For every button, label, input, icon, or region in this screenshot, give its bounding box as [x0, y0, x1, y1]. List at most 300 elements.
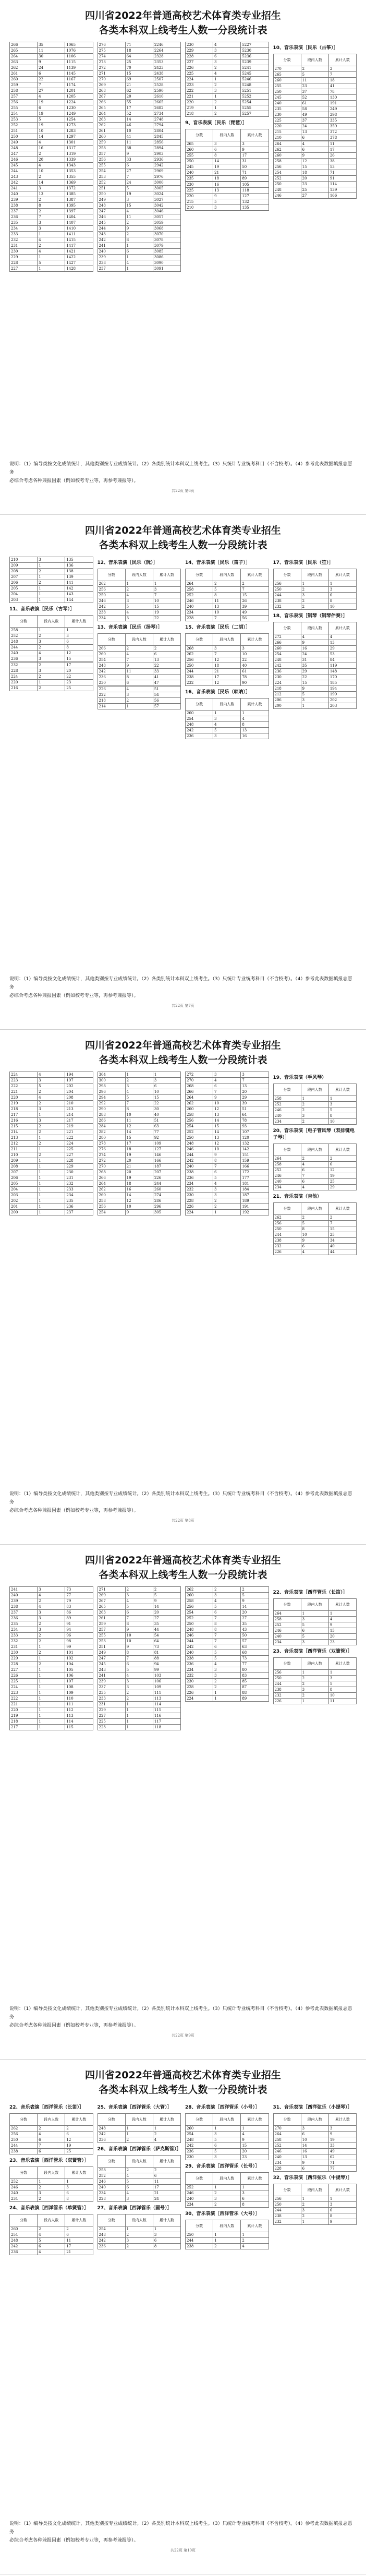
table-row: [97, 1181, 181, 1187]
header-count: 段内人数: [125, 2114, 153, 2126]
table-column: [97, 557, 181, 969]
header-count: 段内人数: [301, 2114, 328, 2126]
table-row: [273, 1156, 357, 1162]
cumulative-cell: 113: [153, 1696, 180, 1702]
score-cell: 258: [97, 2168, 125, 2173]
count-cell: 1: [38, 1158, 65, 1164]
count-cell: 2: [213, 1587, 241, 1593]
table-row: [10, 1164, 93, 1170]
count-cell: 5: [125, 2179, 153, 2185]
count-cell: 1: [213, 2232, 241, 2238]
score-cell: 252: [273, 1167, 301, 1173]
score-cell: 218: [10, 1106, 38, 1112]
score-cell: 271: [97, 71, 125, 77]
cumulative-cell: 3068: [153, 226, 180, 232]
count-cell: 9: [125, 226, 153, 232]
score-cell: 235: [273, 106, 301, 112]
count-cell: 4: [125, 1598, 153, 1604]
score-cell: 266: [97, 1175, 125, 1181]
cumulative-cell: 10: [328, 1119, 356, 1125]
score-section: [273, 1648, 357, 1704]
table-row: [273, 72, 357, 78]
count-cell: 4: [125, 1089, 153, 1095]
cumulative-cell: 26: [328, 153, 356, 159]
score-cell: 248: [97, 2126, 125, 2132]
score-cell: 262: [10, 2126, 38, 2132]
count-cell: 38: [125, 146, 153, 151]
score-cell: 255: [186, 153, 213, 159]
cumulative-cell: 1397: [65, 209, 93, 214]
count-cell: 2: [38, 2226, 65, 2232]
score-section: [97, 686, 181, 709]
table-row: [97, 1112, 181, 1118]
score-cell: 270: [273, 66, 301, 72]
count-cell: 6: [38, 71, 65, 77]
score-cell: 240: [273, 1179, 301, 1185]
table-row: [97, 657, 181, 663]
cumulative-cell: 2610: [153, 94, 180, 100]
cumulative-cell: 1417: [65, 243, 93, 249]
cumulative-cell: 1: [241, 2126, 269, 2132]
cumulative-cell: 21: [153, 2190, 180, 2196]
table-row: [186, 1164, 269, 1170]
count-cell: 8: [213, 153, 241, 159]
score-cell: 220: [273, 124, 301, 129]
category-title: 17、音乐表演［民乐（笙）］: [273, 560, 334, 565]
header-cumulative: 累计人数: [328, 2114, 356, 2126]
score-cell: 232: [10, 663, 38, 668]
count-cell: 55: [125, 100, 153, 105]
count-cell: 8: [125, 1621, 153, 1627]
table-row: [97, 220, 181, 226]
cumulative-cell: 84: [328, 657, 356, 663]
table-row: [186, 1101, 269, 1106]
score-cell: 236: [10, 656, 38, 662]
table-row: [97, 42, 181, 48]
category-title: 30、音乐表演［西洋管乐（大号）］: [185, 2211, 260, 2217]
count-cell: 11: [125, 1118, 153, 1124]
count-cell: 2: [125, 1696, 153, 1702]
count-cell: 6: [38, 2137, 65, 2143]
count-cell: 2: [125, 2232, 153, 2238]
table-column: [185, 42, 269, 454]
table-row: [10, 645, 93, 651]
score-cell: 246: [97, 214, 125, 220]
count-cell: 3: [125, 692, 153, 698]
count-cell: 8: [213, 593, 241, 598]
table-column: [273, 1586, 357, 1999]
table-header-row: [273, 622, 357, 634]
table-column: [273, 1072, 357, 1484]
score-cell: 256: [10, 100, 38, 105]
table-row: [273, 1179, 357, 1185]
table-row: [10, 1593, 93, 1598]
score-cell: 292: [97, 1101, 125, 1106]
score-cell: 256: [273, 164, 301, 170]
table-row: [97, 2137, 181, 2143]
table-row: [186, 111, 269, 117]
notes: [9, 2520, 357, 2545]
cumulative-cell: 99: [65, 1644, 93, 1650]
score-cell: 238: [10, 2149, 38, 2154]
table-row: [273, 1226, 357, 1232]
count-cell: 4: [38, 2132, 65, 2137]
cumulative-cell: 109: [153, 1141, 180, 1147]
score-cell: 230: [10, 1650, 38, 1656]
cumulative-cell: 4: [328, 634, 356, 640]
table-columns: [9, 42, 357, 454]
count-cell: 27: [125, 168, 153, 174]
count-cell: 10: [213, 1147, 241, 1152]
count-cell: 10: [38, 128, 65, 134]
table-row: [97, 88, 181, 94]
score-section: [273, 45, 357, 141]
score-cell: 236: [97, 2244, 125, 2249]
count-cell: 10: [301, 1232, 328, 1238]
count-cell: 6: [38, 2149, 65, 2154]
count-cell: 2: [38, 663, 65, 668]
count-cell: 1: [38, 1679, 65, 1684]
score-cell: 228: [10, 260, 38, 266]
count-cell: 1: [213, 711, 241, 716]
count-cell: 11: [125, 669, 153, 675]
count-cell: 5: [213, 1604, 241, 1610]
count-cell: 5: [38, 1084, 65, 1089]
score-cell: 241: [10, 186, 38, 191]
cumulative-cell: 10: [153, 1089, 180, 1095]
table-row: [273, 1670, 357, 1676]
count-cell: 17: [213, 675, 241, 680]
score-cell: 304: [97, 1072, 125, 1078]
count-cell: 1: [301, 2196, 328, 2202]
score-cell: 223: [97, 1725, 125, 1730]
category-title: 29、音乐表演［西洋管乐（长号）］: [185, 2164, 260, 2169]
cumulative-cell: 191: [328, 101, 356, 106]
table-row: [10, 1129, 93, 1135]
score-cell: 226: [10, 1673, 38, 1679]
count-cell: 3: [301, 1617, 328, 1622]
score-cell: 222: [10, 1696, 38, 1702]
cumulative-cell: 22: [241, 657, 269, 663]
table-row: [186, 2238, 269, 2244]
count-cell: 5: [301, 1634, 328, 1640]
table-row: [186, 675, 269, 680]
score-section: [273, 141, 357, 199]
count-cell: 1: [301, 1699, 328, 1704]
table-row: [10, 243, 93, 249]
score-cell: 236: [10, 1616, 38, 1621]
cumulative-cell: 6: [241, 2196, 269, 2202]
score-cell: 246: [186, 1633, 213, 1639]
score-cell: 224: [10, 1072, 38, 1078]
table-row: [97, 1072, 181, 1078]
cumulative-cell: 3: [328, 2126, 356, 2132]
table-row: [10, 1187, 93, 1193]
table-row: [186, 1118, 269, 1124]
score-cell: 230: [186, 1679, 213, 1684]
score-section: [273, 2104, 357, 2172]
count-cell: 19: [38, 100, 65, 105]
score-cell: 267: [97, 1598, 125, 1604]
table-row: [273, 646, 357, 652]
cumulative-cell: 111: [153, 1690, 180, 1696]
score-cell: 248: [186, 1141, 213, 1147]
count-cell: 22: [38, 77, 65, 82]
table-row: [10, 1696, 93, 1702]
cumulative-cell: 1: [153, 2226, 180, 2232]
cumulative-cell: 2936: [153, 157, 180, 163]
table-row: [186, 1621, 269, 1627]
count-cell: 3: [38, 656, 65, 662]
score-cell: 248: [97, 203, 125, 209]
count-cell: 6: [125, 680, 153, 686]
score-cell: 230: [10, 249, 38, 255]
header-score: 分数: [186, 2114, 213, 2126]
category-title: 12、音乐表演［民乐（阮）］: [97, 560, 158, 565]
score-cell: 238: [186, 1170, 213, 1175]
cumulative-cell: 89: [241, 176, 269, 182]
score-cell: 260: [186, 147, 213, 153]
table-row: [186, 188, 269, 194]
score-cell: 213: [10, 1135, 38, 1141]
cumulative-cell: 120: [241, 1135, 269, 1141]
table-row: [10, 633, 93, 639]
table-row: [10, 1684, 93, 1690]
cumulative-cell: 99: [153, 1667, 180, 1673]
table-row: [186, 1684, 269, 1690]
header-cumulative: 累计人数: [328, 1658, 356, 1670]
cumulative-cell: 94: [153, 1662, 180, 1667]
table-row: [10, 557, 93, 563]
count-cell: 1: [125, 243, 153, 249]
count-cell: 6: [301, 2166, 328, 2172]
score-cell: 256: [273, 1670, 301, 1676]
score-table: [9, 42, 93, 272]
header-count: 段内人数: [38, 2167, 65, 2179]
table-row: [186, 2149, 269, 2154]
count-cell: 15: [301, 680, 328, 686]
score-cell: 224: [186, 77, 213, 82]
score-table: [97, 2113, 181, 2143]
score-cell: 255: [273, 83, 301, 89]
header-count: 段内人数: [213, 129, 241, 141]
cumulative-cell: 1254: [65, 117, 93, 123]
cumulative-cell: 1387: [65, 197, 93, 203]
score-cell: 242: [186, 1644, 213, 1650]
table-row: [97, 593, 181, 598]
cumulative-cell: 1415: [65, 237, 93, 243]
score-cell: 244: [10, 168, 38, 174]
count-cell: 12: [125, 1124, 153, 1129]
table-row: [97, 1129, 181, 1135]
score-cell: 228: [186, 54, 213, 59]
score-cell: 256: [97, 157, 125, 163]
count-cell: 1: [125, 2226, 153, 2232]
count-cell: 52: [125, 111, 153, 117]
score-cell: 240: [186, 604, 213, 610]
score-section: [185, 2211, 269, 2249]
table-row: [97, 587, 181, 593]
count-cell: 1: [38, 680, 65, 685]
table-column: [97, 42, 181, 454]
table-row: [186, 1616, 269, 1621]
table-row: [97, 1135, 181, 1141]
score-table: [185, 1586, 269, 1702]
table-row: [273, 2154, 357, 2160]
table-row: [97, 2168, 181, 2173]
count-cell: 3: [301, 1113, 328, 1119]
count-cell: 3: [125, 1679, 153, 1684]
score-cell: 210: [273, 135, 301, 141]
cumulative-cell: 2: [328, 1156, 356, 1162]
count-cell: 1: [38, 232, 65, 237]
count-cell: 2: [38, 1101, 65, 1106]
table-row: [273, 2126, 357, 2132]
count-cell: 13: [213, 1135, 241, 1141]
count-cell: 14: [213, 159, 241, 164]
header-score: 分数: [273, 2184, 301, 2196]
score-cell: 240: [97, 249, 125, 255]
count-cell: 2: [125, 1587, 153, 1593]
score-cell: 224: [10, 674, 38, 680]
score-cell: 252: [273, 1622, 301, 1628]
table-row: [273, 604, 357, 610]
score-table: [9, 2166, 93, 2202]
score-cell: 256: [10, 2132, 38, 2137]
table-row: [97, 266, 181, 272]
table-row: [273, 141, 357, 147]
table-row: [10, 586, 93, 592]
score-table: [9, 615, 93, 662]
table-row: [186, 1095, 269, 1101]
score-cell: 264: [186, 581, 213, 587]
header-score: 分数: [186, 2173, 213, 2185]
table-row: [186, 1187, 269, 1193]
score-cell: 229: [186, 48, 213, 54]
notes: [9, 460, 357, 485]
table-row: [186, 587, 269, 593]
table-header-row: [273, 2114, 357, 2126]
score-cell: 233: [10, 1633, 38, 1639]
table-row: [273, 1699, 357, 1704]
header-count: 段内人数: [38, 616, 65, 628]
score-table: [273, 622, 357, 709]
score-cell: 260: [186, 1593, 213, 1598]
table-row: [97, 692, 181, 698]
cumulative-cell: 87: [241, 1684, 269, 1690]
cumulative-cell: 260: [153, 1187, 180, 1193]
count-cell: 9: [125, 1627, 153, 1633]
score-cell: 261: [10, 71, 38, 77]
table-row: [10, 1656, 93, 1662]
cumulative-cell: 139: [328, 187, 356, 193]
table-row: [186, 593, 269, 598]
score-cell: 268: [186, 646, 213, 652]
score-section: [97, 2146, 181, 2202]
count-cell: 3: [301, 593, 328, 598]
table-row: [10, 674, 93, 680]
table-row: [186, 1210, 269, 1215]
table-row: [186, 199, 269, 205]
score-cell: 237: [97, 1684, 125, 1690]
table-row: [10, 266, 93, 272]
table-row: [10, 1673, 93, 1679]
table-row: [10, 1639, 93, 1644]
table-row: [97, 687, 181, 692]
score-cell: 243: [97, 232, 125, 237]
cumulative-cell: 1106: [65, 54, 93, 59]
score-cell: 244: [186, 1639, 213, 1644]
header-cumulative: 累计人数: [65, 2114, 93, 2126]
table-row: [10, 1101, 93, 1106]
score-cell: 216: [10, 1118, 38, 1124]
header-count: 段内人数: [213, 2114, 241, 2126]
table-row: [97, 1158, 181, 1164]
score-cell: 249: [10, 140, 38, 146]
cumulative-cell: 197: [65, 1078, 93, 1084]
count-cell: 1: [38, 2179, 65, 2185]
count-cell: 11: [125, 214, 153, 220]
table-row: [10, 1141, 93, 1147]
header-score: 分数: [97, 2214, 125, 2226]
table-row: [97, 163, 181, 168]
count-cell: 2: [213, 2244, 241, 2249]
cumulative-cell: 1385: [65, 191, 93, 197]
header-cumulative: 累计人数: [328, 569, 356, 581]
count-cell: 4: [38, 1095, 65, 1101]
score-cell: 228: [10, 1662, 38, 1667]
cumulative-cell: 8: [328, 1113, 356, 1119]
table-row: [97, 1616, 181, 1621]
header-count: 段内人数: [213, 569, 241, 581]
score-cell: 232: [186, 1187, 213, 1193]
table-row: [10, 1210, 93, 1215]
count-cell: 3: [38, 1610, 65, 1616]
table-row: [10, 2232, 93, 2238]
score-cell: 252: [97, 180, 125, 186]
cumulative-cell: 115: [153, 1707, 180, 1713]
category-title: 9、音乐表演［民乐（琵琶）］: [185, 121, 247, 126]
table-row: [273, 2213, 357, 2219]
table-row: [97, 610, 181, 616]
cumulative-cell: 12: [65, 2137, 93, 2143]
score-cell: 234: [97, 2190, 125, 2196]
score-cell: 260: [97, 134, 125, 140]
header-cumulative: 累计人数: [328, 54, 356, 66]
cumulative-cell: 1297: [65, 134, 93, 140]
score-cell: 268: [186, 1084, 213, 1089]
score-cell: 242: [10, 2244, 38, 2249]
score-cell: 244: [186, 2238, 213, 2244]
count-cell: 5: [38, 260, 65, 266]
score-section: [185, 2104, 269, 2160]
count-cell: 5: [301, 1221, 328, 1226]
cumulative-cell: 3: [328, 1676, 356, 1681]
table-row: [97, 2232, 181, 2238]
cumulative-cell: 233: [65, 1187, 93, 1193]
table-row: [97, 616, 181, 621]
cumulative-cell: 9: [241, 147, 269, 153]
score-cell: 254: [97, 657, 125, 663]
count-cell: 2: [38, 197, 65, 203]
cumulative-cell: 5245: [241, 71, 269, 77]
count-cell: 6: [125, 163, 153, 168]
score-cell: 253: [97, 174, 125, 180]
table-row: [186, 2154, 269, 2160]
count-cell: 3: [213, 59, 241, 65]
table-row: [10, 1118, 93, 1124]
score-table: [9, 1586, 93, 1730]
